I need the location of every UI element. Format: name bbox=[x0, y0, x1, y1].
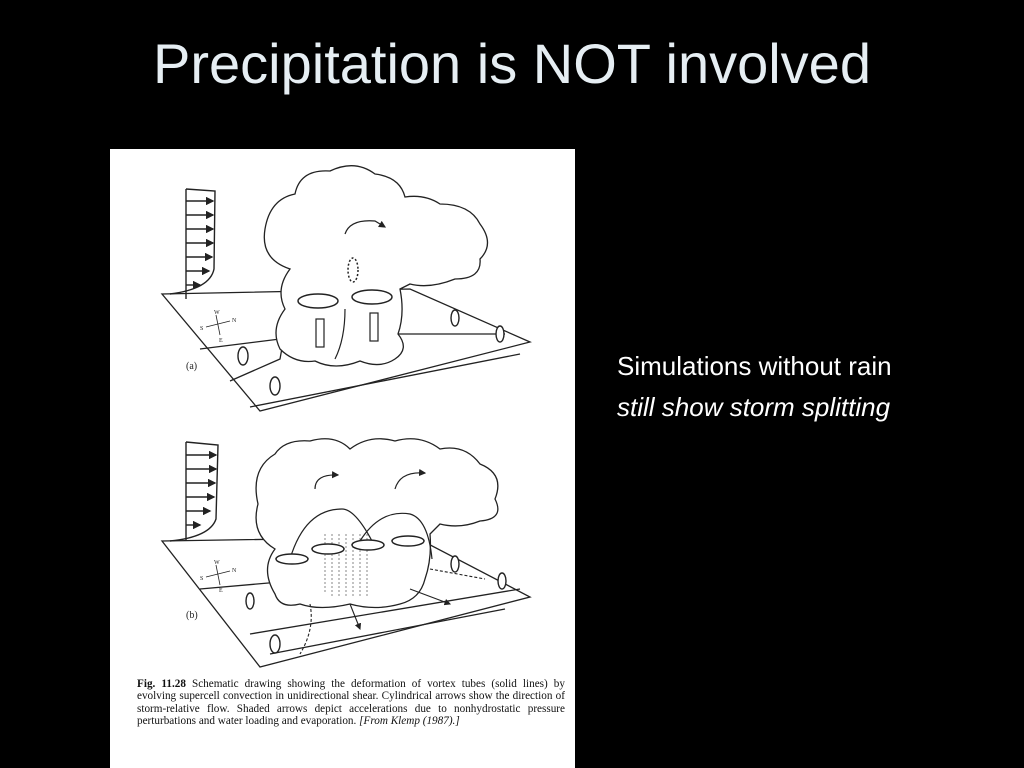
side-text-line1: Simulations without rain bbox=[617, 351, 892, 381]
side-text bbox=[617, 346, 1017, 428]
compass-n-label: N bbox=[232, 568, 237, 574]
caption-text: Schematic drawing showing the deformation of vortex tubes (solid lines) by evolving supercell convection in unidirectional shear. Cylindrical arrows show the direction of storm-relative flow. Shaded arrows depict accelerations due to nonhydrostatic pressure perturbations and water loading and evaporation. bbox=[137, 678, 565, 727]
panel-b-label: (b) bbox=[186, 610, 198, 621]
figure-panel bbox=[110, 149, 575, 768]
compass-w-label: W bbox=[214, 310, 220, 316]
compass-e-label: E bbox=[219, 588, 223, 594]
compass-n-label: N bbox=[232, 318, 237, 324]
caption-source: [From Klemp (1987).] bbox=[359, 714, 460, 727]
compass-a bbox=[200, 310, 237, 344]
wind-profile-b bbox=[170, 442, 218, 541]
side-text-line2: still show storm splitting bbox=[617, 392, 891, 422]
figure-number: Fig. 11.28 bbox=[137, 678, 186, 690]
wind-profile-a bbox=[170, 189, 215, 299]
panel-b bbox=[162, 439, 530, 667]
compass-s-label: S bbox=[200, 576, 204, 582]
slide-title: Precipitation is NOT involved bbox=[153, 32, 871, 95]
compass-s-label: S bbox=[200, 326, 204, 332]
figure-caption bbox=[137, 678, 565, 727]
compass-w-label: W bbox=[214, 560, 220, 566]
compass-e-label: E bbox=[219, 338, 223, 344]
vortex-tube-schematic bbox=[110, 149, 575, 768]
cloud-b bbox=[256, 439, 498, 608]
panel-a bbox=[162, 166, 530, 411]
panel-a-label: (a) bbox=[186, 361, 198, 372]
